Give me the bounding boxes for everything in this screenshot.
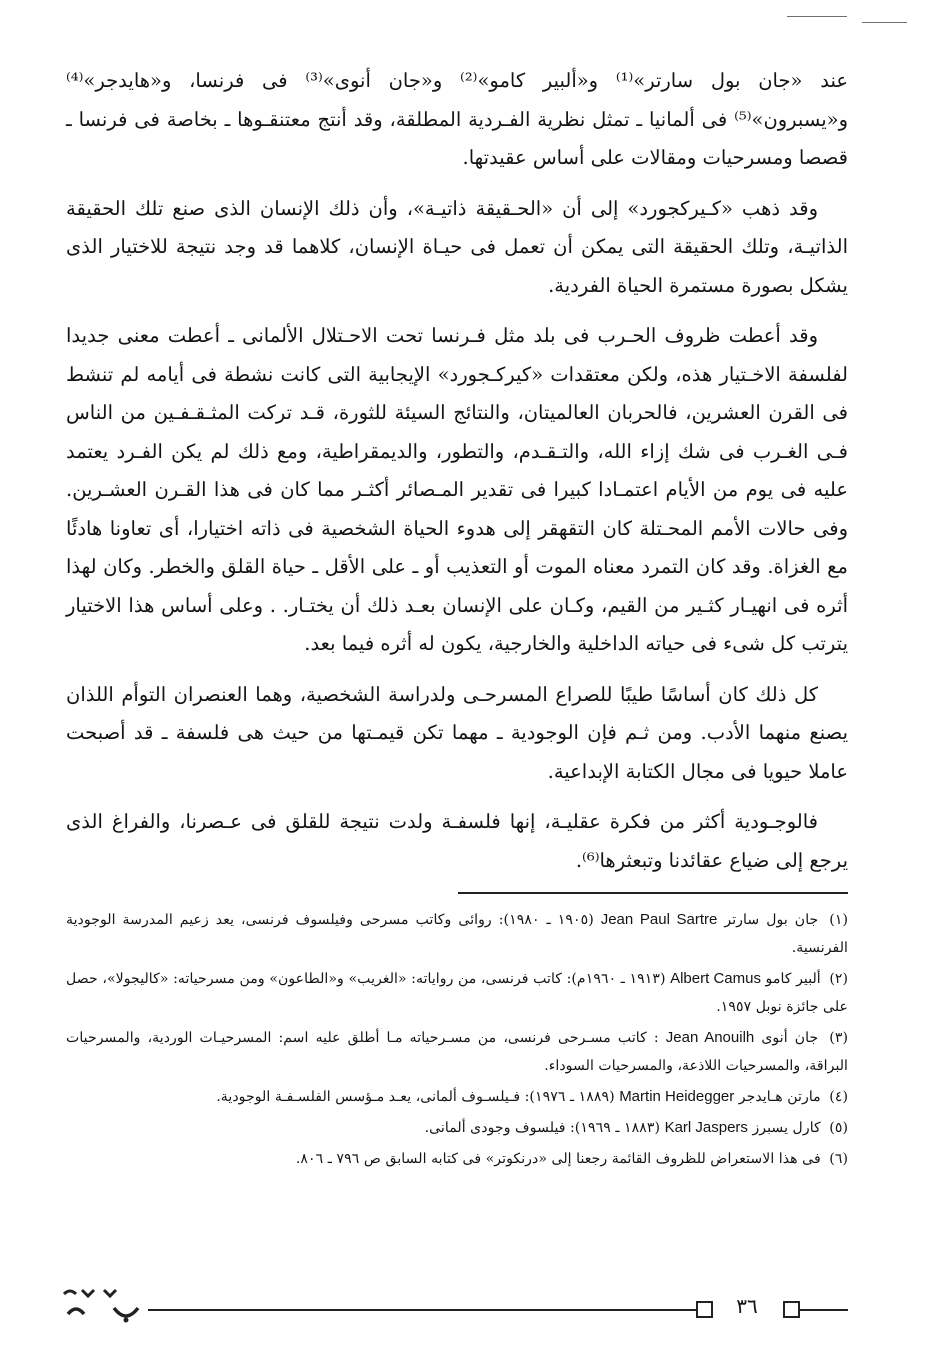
footnote-text: فى هذا الاستعراض للظروف القائمة رجعنا إلى «درنكوتر» فى كتابه السابق ص ٧٩٦ ـ ٨٠٦. — [295, 1151, 821, 1167]
footnote-number: (٤) — [829, 1089, 848, 1105]
ornament-icon — [56, 1280, 146, 1330]
paragraph: كل ذلك كان أساسًا طيبًا للصراع المسرحـى ولدراسة الشخصية، وهما العنصران التوأم اللذان يصنع منهما الأدب. ومن ثـم فإن الوجودية ـ مهما تكن قيمـتها من حيث هى فلسفة ـ قد أصبحت عاملا حيويا فى مجال الكتابة الإبداعية. — [66, 682, 848, 783]
paragraph: فالوجـودية أكثر من فكرة عقليـة، إنها فلسفـة ولدت نتيجة للقلق فى عـصرنا، والفراغ الذى يرجع إلى ضياع عقائدنا وتبعثرها⁽⁶⁾. — [66, 810, 848, 872]
footer-square-marker — [696, 1301, 713, 1318]
page-footer — [56, 1290, 848, 1330]
footnote-latin-name: Jean Anouilh — [665, 1029, 755, 1046]
footnote-text: (١٨٨٣ ـ ١٩٦٩): فيلسوف وجودى ألمانى. — [424, 1120, 661, 1136]
footnote — [66, 1114, 848, 1142]
top-decoration — [757, 12, 907, 32]
footnote-number: (٥) — [829, 1120, 848, 1136]
footnote-number: (٢) — [829, 971, 849, 987]
footer-rule — [148, 1309, 698, 1311]
footnote-number: (٦) — [829, 1151, 848, 1167]
footnote-name: مارتن هـايدجر — [738, 1089, 821, 1105]
footnote-latin-name: Karl Jaspers — [664, 1119, 748, 1136]
paragraph: وقد ذهب «كـيركجورد» إلى أن «الحـقيقة ذاتيـة»، وأن ذلك الإنسان الذى صنع تلك الحقيقة الذاتيـة، وتلك الحقيقة التى يمكن أن تعمل فى حيـاة الإنسان، كلاهما قد وجد نتيجة للاختيار الذى يشكل بصورة مستمرة الحياة الفردية. — [66, 196, 848, 297]
footnote — [66, 1083, 848, 1111]
footnote-name: جان أنوى — [761, 1030, 819, 1046]
footnotes — [66, 906, 848, 1173]
footnote — [66, 906, 848, 962]
paragraph: وقد أعطت ظروف الحـرب فى بلد مثل فـرنسا تحت الاحـتلال الألمانى ـ أعطت معنى جديدا لفلسفة الاخـتيار هذه، ولكن معتقدات «كيركـجورد» الإيجابية التى كانت نشطة فى أيامه لم تنشط فى القرن العشرين، فالحربان العالميتان، والنتائج السيئة للثورة، قـد تركت المثـقـفـين من الناس فـى الغـرب فى شك إزاء الله، والتـقـدم، والتطور، والديمقراطية، ومع ذلك لم يكن الفـرد يعتمد عليه فى يوم من الأيام اعتمـادا كبيرا فى تقدير المـصائر أكثـر مما كان فى هذا القـرن العشـرين. وفى حالات الأمم المحـتلة كان التقهقر إلى هدوء الحياة الشخصية فى ذاته اختيارا، أى تعاونا هادئًا مع الغزاة. وقد كان التمرد معناه الموت أو التعذيب أو ـ على الأقل ـ حياة القلق والخطر. وكان لهذا أثره فى انهيـار كثـير من القيم، وكـان على الإنسان بعـد ذلك أن يختـار. . وعلى أساس هذا الاختيار يترتب كل شىء فى حياته الداخلية والخارجية، يكون له أثره فيما بعد. — [66, 324, 848, 655]
footnote-text: (١٩١٣ ـ ١٩٦٠م): كاتب فرنسى، من رواياته: «الغريب» و«الطاعون» ومن مسرحياته: «كاليجولا»، حصل على جائزة نوبل ١٩٥٧. — [66, 971, 848, 1015]
footnote — [66, 1145, 848, 1173]
footnote-number: (٣) — [829, 1030, 848, 1046]
footnote-text: (١٩٠٥ ـ ١٩٨٠): روائى وكاتب مسرحى وفيلسوف فرنسى، يعد زعيم المدرسة الوجودية الفرنسية. — [66, 912, 848, 956]
footnote-text: : كاتب مسـرحى فرنسى، من مسـرحياته مـا أطلق عليه اسم: المسرحيـات الوردية، والمسرحيات البراقة، والمسرحيات اللاذعة، والمسرحيات السوداء. — [66, 1030, 848, 1074]
footnote — [66, 1024, 848, 1080]
footnote-latin-name: Albert Camus — [670, 970, 761, 987]
footer-rule — [800, 1309, 848, 1311]
footnote — [66, 965, 848, 1021]
footnote-number: (١) — [829, 912, 848, 928]
footnote-name: ألبير كامو — [765, 971, 821, 987]
footnote-latin-name: Jean Paul Sartre — [600, 911, 718, 928]
footnote-separator — [458, 892, 848, 894]
footnote-name: كارل يسبرز — [752, 1120, 821, 1136]
page-number: ٣٦ — [736, 1294, 758, 1318]
paragraph: عند «جان بول سارتر»⁽¹⁾ و«ألبير كامو»⁽²⁾ و«جان أنوى»⁽³⁾ فى فرنسا، و«هايدجر»⁽⁴⁾ و«يسبرون»⁽⁵⁾ فى ألمانيا ـ تمثل نظرية الفـردية المطلقة، وقد أنتج معتنقـوها ـ بخاصة فى فرنسا ـ قصصا ومسرحيات ومقالات على أساس عقيدتها. — [66, 69, 848, 169]
footer-square-marker — [783, 1301, 800, 1318]
page-body — [66, 62, 848, 1176]
footnote-latin-name: Martin Heidegger — [619, 1088, 735, 1105]
footnote-name: جان بول سارتر — [724, 912, 819, 928]
footnote-text: (١٨٨٩ ـ ١٩٧٦): فـيلسـوف ألمانى، يعـد مـؤسس الفلسـفـة الوجودية. — [216, 1089, 615, 1105]
